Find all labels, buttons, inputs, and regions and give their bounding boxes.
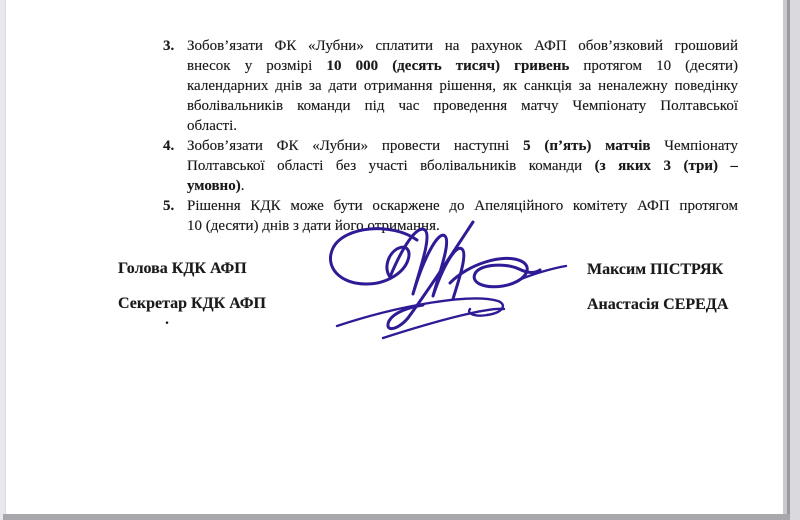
text-line: 10 (десяти) днів з дати його отримання. xyxy=(187,218,440,234)
page-edge-bottom xyxy=(3,514,790,520)
stray-dot: . xyxy=(165,311,169,328)
list-item-3 xyxy=(163,36,738,136)
signer-title-head: Голова КДК АФП xyxy=(118,260,247,277)
page-edge-right-margin xyxy=(790,0,800,520)
text-line: Рішення КДК може бути оскаржене до Апеляційного комітету АФП протягом xyxy=(187,198,738,214)
text-line: Зобов’язати ФК «Лубни» провести наступні 5 (п’ять) матчів Чемпіонату xyxy=(187,138,738,154)
item-number: 4. xyxy=(163,138,175,154)
handwritten-signature-icon xyxy=(320,220,578,340)
item-text xyxy=(187,36,738,136)
text-line: календарних днів за дати отримання рішення, як санкція за неналежну поведінку xyxy=(187,78,738,94)
text-line: області. xyxy=(187,118,238,134)
list-item-4 xyxy=(163,136,738,196)
decision-list xyxy=(163,36,738,236)
text-line: Зобов’язати ФК «Лубни» сплатити на рахунок АФП обов’язковий грошовий xyxy=(187,38,738,54)
signer-title-secretary: Секретар КДК АФП xyxy=(118,295,266,312)
item-number: 5. xyxy=(163,198,175,214)
text-line: умовно). xyxy=(187,178,245,194)
page-edge-left xyxy=(0,0,6,520)
item-text xyxy=(187,136,738,196)
item-number: 3. xyxy=(163,38,175,54)
text-line: Полтавської області без участі вболівальників команди (з яких 3 (три) – xyxy=(187,158,738,174)
text-line: вболівальників команди під час проведення матчу Чемпіонату Полтавської xyxy=(187,98,738,114)
signer-name-secretary: Анастасія СЕРЕДА xyxy=(587,296,729,313)
signer-name-head: Максим ПІСТРЯК xyxy=(587,261,724,278)
text-line: внесок у розмірі 10 000 (десять тисяч) гривень протягом 10 (десяти) xyxy=(187,58,738,74)
